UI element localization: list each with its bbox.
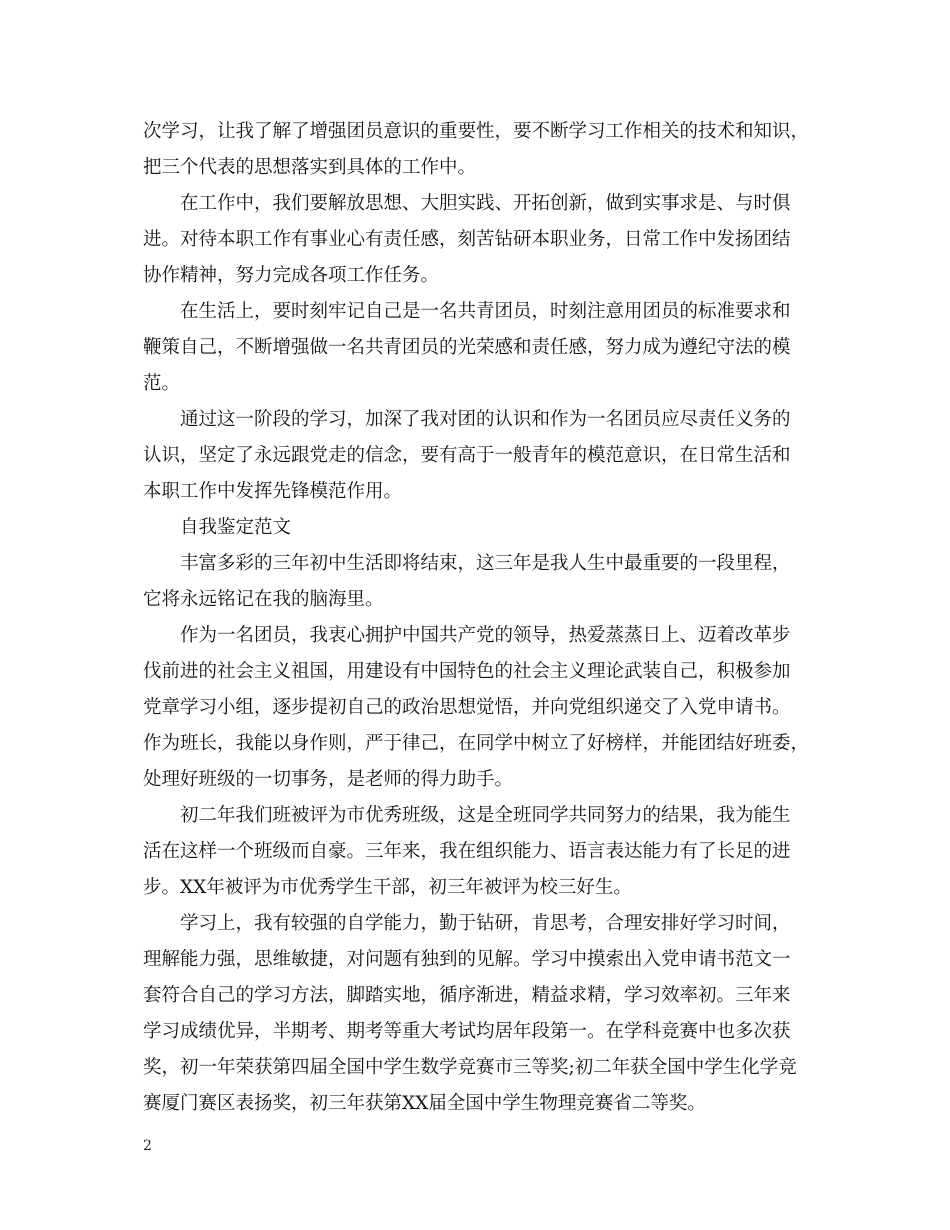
paragraph-line: 奖，初一年荣获第四届全国中学生数学竞赛市三等奖;初二年获全国中学生化学竞: [143, 1057, 797, 1078]
paragraph-line: 套符合自己的学习方法，脚踏实地，循序渐进，精益求精，学习效率初。三年来: [143, 985, 791, 1006]
paragraph-line: 赛厦门赛区表扬奖，初三年获第XX届全国中学生物理竞赛省二等奖。: [143, 1093, 706, 1114]
paragraph-first-line: 初二年我们班被评为市优秀班级，这是全班同学共同努力的结果，我为能生: [180, 805, 791, 826]
document-body: [143, 114, 815, 1122]
paragraph-first-line: 自我鉴定范文: [180, 517, 292, 538]
paragraph-line: 步。XX年被评为市优秀学生干部，初三年被评为校三好生。: [143, 877, 632, 898]
paragraph-line: 理解能力强，思维敏捷，对问题有独到的见解。学习中摸索出入党申请书范文一: [143, 949, 791, 970]
paragraph-line: 认识，坚定了永远跟党走的信念，要有高于一般青年的模范意识，在日常生活和: [143, 445, 791, 466]
page-number: 2: [143, 1138, 152, 1154]
paragraph-line: 处理好班级的一切事务，是老师的得力助手。: [143, 769, 514, 790]
paragraph-first-line: 作为一名团员，我衷心拥护中国共产党的领导，热爱蒸蒸日上、迈着改革步: [180, 625, 791, 646]
paragraph-line: 作为班长，我能以身作则，严于律己，在同学中树立了好榜样，并能团结好班委，: [143, 733, 810, 754]
paragraph-line: 协作精神，努力完成各项工作任务。: [143, 265, 440, 286]
paragraph-line: 学习成绩优异，半期考、期考等重大考试均居年段第一。在学科竞赛中也多次获: [143, 1021, 791, 1042]
paragraph-first-line: 丰富多彩的三年初中生活即将结束，这三年是我人生中最重要的一段里程，: [180, 553, 791, 574]
paragraph-line: 把三个代表的思想落实到具体的工作中。: [143, 157, 477, 178]
paragraph-line: 进。对待本职工作有事业心有责任感，刻苦钻研本职业务，日常工作中发扬团结: [143, 229, 791, 250]
paragraph-first-line: 在生活上，要时刻牢记自己是一名共青团员，时刻注意用团员的标准要求和: [180, 301, 791, 322]
paragraph-line: 次学习，让我了解了增强团员意识的重要性，要不断学习工作相关的技术和知识，: [143, 121, 810, 142]
paragraph-line: 党章学习小组，逐步提初自己的政治思想觉悟，并向党组织递交了入党申请书。: [143, 697, 791, 718]
paragraph-line: 活在这样一个班级而自豪。三年来，我在组织能力、语言表达能力有了长足的进: [143, 841, 791, 862]
paragraph-first-line: 在工作中，我们要解放思想、大胆实践、开拓创新，做到实事求是、与时俱: [180, 193, 791, 214]
paragraph-line: 范。: [143, 373, 181, 394]
paragraph-line: 鞭策自己，不断增强做一名共青团员的光荣感和责任感，努力成为遵纪守法的模: [143, 337, 791, 358]
paragraph-line: 本职工作中发挥先锋模范作用。: [143, 481, 403, 502]
paragraph-line: 伐前进的社会主义祖国，用建设有中国特色的社会主义理论武装自己，积极参加: [143, 661, 791, 682]
paragraph-line: 它将永远铭记在我的脑海里。: [143, 589, 384, 610]
paragraph-first-line: 学习上，我有较强的自学能力，勤于钻研，肯思考，合理安排好学习时间，: [180, 913, 791, 934]
paragraph-first-line: 通过这一阶段的学习，加深了我对团的认识和作为一名团员应尽责任义务的: [180, 409, 791, 430]
